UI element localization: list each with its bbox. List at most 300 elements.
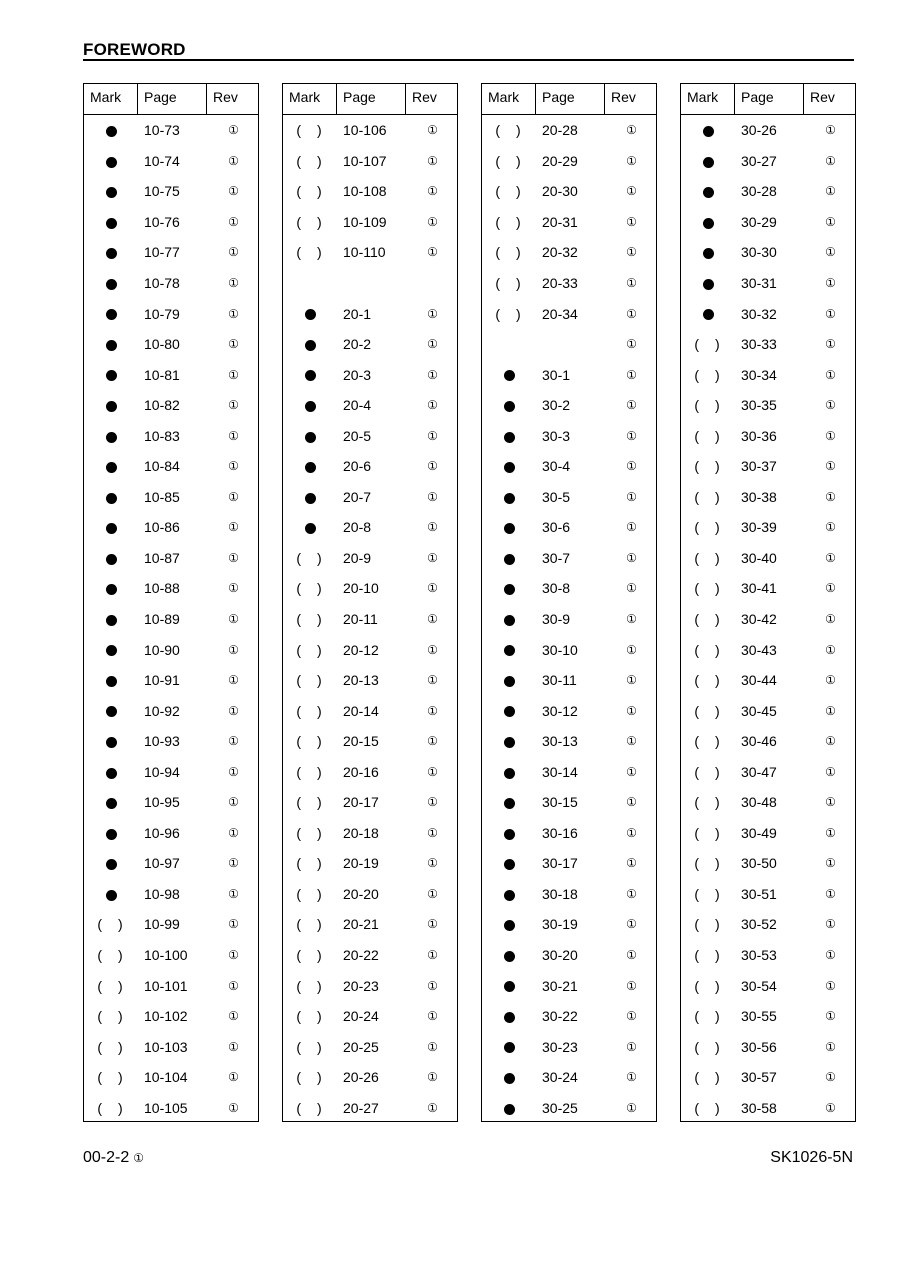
mark-text: ( ) — [296, 733, 328, 750]
mark-cell — [283, 580, 337, 596]
mark-added — [283, 306, 337, 322]
mark-cell — [84, 978, 138, 994]
filled-dot-icon — [504, 1012, 515, 1023]
table-row — [482, 543, 656, 574]
mark-added — [84, 580, 138, 596]
table-row — [84, 665, 258, 696]
rev-cell: ① — [228, 306, 239, 321]
mark-cell — [681, 978, 735, 994]
page-cell: 30-3 — [542, 427, 571, 444]
rev-cell: ① — [427, 306, 438, 321]
rev-cell: ① — [427, 459, 438, 474]
header-page: Page — [536, 84, 605, 114]
rev-cell: ① — [427, 184, 438, 199]
page-cell: 10-99 — [144, 916, 180, 933]
mark-text: ( ) — [296, 1038, 328, 1055]
rev-cell: ① — [228, 734, 239, 749]
header-page: Page — [337, 84, 406, 114]
rev-cell: ① — [228, 612, 239, 627]
mark-cell — [283, 733, 337, 749]
mark-added — [482, 825, 536, 841]
mark-added — [681, 183, 735, 199]
page-cell: 10-107 — [343, 152, 387, 169]
page-cell: 10-103 — [144, 1038, 188, 1055]
page-cell: 10-84 — [144, 458, 180, 475]
mark-text: ( ) — [296, 641, 328, 658]
table-row — [84, 237, 258, 268]
rev-cell: ① — [626, 367, 637, 382]
mark-added — [84, 458, 138, 474]
rev-cell: ① — [427, 245, 438, 260]
rev-cell: ① — [626, 398, 637, 413]
mark-added — [283, 367, 337, 383]
page-cell: 10-76 — [144, 213, 180, 230]
mark-cell — [283, 1100, 337, 1116]
rev-cell: ① — [427, 703, 438, 718]
rev-cell: ① — [427, 581, 438, 596]
mark-cell — [283, 978, 337, 994]
page-cell: 30-13 — [542, 733, 578, 750]
filled-dot-icon — [504, 951, 515, 962]
filled-dot-icon — [305, 401, 316, 412]
rev-cell: ① — [626, 459, 637, 474]
rev-cell: ① — [228, 459, 239, 474]
mark-text: ( ) — [296, 947, 328, 964]
filled-dot-icon — [106, 493, 117, 504]
table-row — [681, 329, 855, 360]
table-row — [681, 298, 855, 329]
rev-cell: ① — [626, 795, 637, 810]
mark-added — [84, 397, 138, 413]
rev-cell: ① — [228, 489, 239, 504]
mark-text: ( ) — [296, 152, 328, 169]
page-cell: 10-89 — [144, 611, 180, 628]
filled-dot-icon — [504, 554, 515, 565]
mark-added — [84, 489, 138, 505]
table-row — [681, 207, 855, 238]
page-cell: 10-77 — [144, 244, 180, 261]
filled-dot-icon — [106, 126, 117, 137]
mark-added — [482, 764, 536, 780]
table-row — [482, 1031, 656, 1062]
rev-cell: ① — [626, 1100, 637, 1115]
table-row — [84, 573, 258, 604]
rev-cell: ① — [228, 1070, 239, 1085]
page-cell: 20-33 — [542, 275, 578, 291]
mark-text: ( ) — [296, 794, 328, 811]
table-row — [283, 420, 457, 451]
filled-dot-icon — [106, 401, 117, 412]
mark-cell — [681, 764, 735, 780]
table-row — [84, 176, 258, 207]
mark-cell — [681, 580, 735, 596]
filled-dot-icon — [504, 1104, 515, 1115]
rev-cell: ① — [626, 306, 637, 321]
mark-text: ( ) — [296, 183, 328, 200]
rev-cell: ① — [228, 581, 239, 596]
mark-text: ( ) — [694, 427, 726, 444]
rev-cell: ① — [228, 214, 239, 229]
rev-cell: ① — [427, 673, 438, 688]
mark-text: ( ) — [495, 183, 527, 200]
table-row — [681, 940, 855, 971]
filled-dot-icon — [504, 584, 515, 595]
mark-added — [482, 703, 536, 719]
page-cell: 10-88 — [144, 580, 180, 597]
filled-dot-icon — [305, 462, 316, 473]
table-row — [283, 207, 457, 238]
table-row — [681, 970, 855, 1001]
table-row — [283, 970, 457, 1001]
table-row — [482, 176, 656, 207]
mark-added — [482, 580, 536, 596]
mark-text: ( ) — [694, 1008, 726, 1025]
filled-dot-icon — [305, 493, 316, 504]
page-cell: 10-81 — [144, 366, 180, 383]
rev-cell: ① — [825, 306, 836, 321]
page-cell: 20-14 — [343, 702, 379, 719]
filled-dot-icon — [305, 340, 316, 351]
rev-cell: ① — [427, 337, 438, 352]
filled-dot-icon — [106, 432, 117, 443]
filled-dot-icon — [504, 615, 515, 626]
table-row — [283, 634, 457, 665]
mark-text: ( ) — [694, 916, 726, 933]
filled-dot-icon — [305, 370, 316, 381]
page-cell: 20-26 — [343, 1069, 379, 1086]
filled-dot-icon — [703, 218, 714, 229]
page-cell: 30-55 — [741, 1008, 777, 1025]
page-cell: 30-36 — [741, 427, 777, 444]
filled-dot-icon — [106, 554, 117, 565]
mark-text — [507, 336, 511, 352]
mark-cell — [283, 153, 337, 169]
table-row — [84, 268, 258, 299]
table-row — [84, 695, 258, 726]
page-cell: 30-21 — [542, 977, 578, 994]
rev-cell: ① — [825, 398, 836, 413]
mark-text: ( ) — [296, 672, 328, 689]
table-row — [482, 665, 656, 696]
mark-text: ( ) — [694, 1038, 726, 1055]
page-cell: 10-105 — [144, 1099, 188, 1116]
mark-cell — [681, 519, 735, 535]
page-cell: 30-28 — [741, 183, 777, 200]
rev-cell: ① — [825, 153, 836, 168]
page-cell: 20-6 — [343, 458, 372, 475]
table-row — [84, 420, 258, 451]
mark-text: ( ) — [296, 1008, 328, 1025]
table-row — [681, 726, 855, 757]
footer-model: SK1026-5N — [770, 1149, 853, 1166]
mark-text: ( ) — [296, 824, 328, 841]
table-row — [283, 940, 457, 971]
table-row — [681, 115, 855, 146]
table-row — [482, 237, 656, 268]
table-row — [482, 298, 656, 329]
filled-dot-icon — [106, 462, 117, 473]
footer-page-number — [83, 1149, 144, 1167]
rev-cell: ① — [228, 703, 239, 718]
table-row — [84, 879, 258, 910]
mark-added — [84, 214, 138, 230]
mark-added — [482, 978, 536, 994]
mark-text: ( ) — [694, 397, 726, 414]
page-cell: 20-30 — [542, 183, 578, 200]
rev-cell: ① — [427, 520, 438, 535]
revision-table-4 — [680, 83, 856, 1122]
table-row — [482, 268, 656, 299]
page-cell: 20-5 — [343, 427, 372, 444]
rev-cell: ① — [626, 153, 637, 168]
mark-text: ( ) — [694, 519, 726, 536]
page-cell: 30-25 — [542, 1099, 578, 1116]
page-cell: 30-4 — [542, 458, 571, 475]
page-cell: 30-18 — [542, 885, 578, 902]
table-row — [84, 298, 258, 329]
mark-cell — [681, 947, 735, 963]
table-row — [482, 787, 656, 818]
table-row — [482, 115, 656, 146]
page-cell: 30-43 — [741, 641, 777, 658]
mark-text: ( ) — [296, 244, 328, 261]
table-row — [681, 848, 855, 879]
page-cell: 20-24 — [343, 1008, 379, 1025]
mark-cell — [681, 825, 735, 841]
table-row — [681, 512, 855, 543]
rev-cell: ① — [228, 550, 239, 565]
page-cell: 30-52 — [741, 916, 777, 933]
filled-dot-icon — [106, 218, 117, 229]
rev-cell: ① — [825, 1070, 836, 1085]
table-header — [84, 84, 258, 115]
page-cell: 10-98 — [144, 885, 180, 902]
mark-added — [681, 275, 735, 291]
mark-cell — [283, 886, 337, 902]
table-row — [681, 359, 855, 390]
table-row — [84, 604, 258, 635]
table-row — [681, 818, 855, 849]
mark-added — [84, 703, 138, 719]
mark-added — [482, 947, 536, 963]
rev-cell: ① — [626, 581, 637, 596]
table-row — [84, 848, 258, 879]
table-row — [482, 726, 656, 757]
page-cell: 10-83 — [144, 427, 180, 444]
mark-text: ( ) — [694, 488, 726, 505]
filled-dot-icon — [106, 157, 117, 168]
table-row — [482, 420, 656, 451]
page-cell: 30-30 — [741, 244, 777, 261]
mark-cell — [283, 550, 337, 566]
page-cell: 10-90 — [144, 641, 180, 658]
mark-text: ( ) — [694, 1069, 726, 1086]
mark-added — [681, 153, 735, 169]
mark-text: ( ) — [296, 702, 328, 719]
filled-dot-icon — [504, 829, 515, 840]
table-row — [84, 1001, 258, 1032]
mark-added — [482, 916, 536, 932]
rev-cell: ① — [228, 153, 239, 168]
header-mark: Mark — [681, 84, 735, 114]
page-cell: 30-11 — [542, 672, 577, 689]
mark-cell — [84, 1008, 138, 1024]
mark-added — [283, 428, 337, 444]
page-cell: 20-16 — [343, 763, 379, 780]
table-row — [84, 146, 258, 177]
table-row — [482, 818, 656, 849]
mark-added — [482, 519, 536, 535]
rev-cell: ① — [427, 825, 438, 840]
filled-dot-icon — [703, 187, 714, 198]
mark-added — [482, 1039, 536, 1055]
table-row — [681, 879, 855, 910]
rev-cell: ① — [626, 123, 637, 138]
filled-dot-icon — [703, 279, 714, 290]
mark-cell — [482, 214, 536, 230]
mark-added — [283, 458, 337, 474]
mark-cell — [283, 855, 337, 871]
mark-cell — [283, 764, 337, 780]
page-cell: 30-23 — [542, 1038, 578, 1055]
mark-added — [482, 733, 536, 749]
rev-cell: ① — [825, 1009, 836, 1024]
table-row — [681, 543, 855, 574]
filled-dot-icon — [504, 859, 515, 870]
filled-dot-icon — [305, 432, 316, 443]
page-cell: 20-2 — [343, 336, 372, 353]
filled-dot-icon — [504, 890, 515, 901]
footer-page: 00-2-2 — [83, 1149, 130, 1166]
mark-text: ( ) — [495, 213, 527, 230]
revision-table-3 — [481, 83, 657, 1122]
mark-added — [84, 367, 138, 383]
table-row — [681, 176, 855, 207]
table-row — [84, 756, 258, 787]
mark-cell — [283, 1069, 337, 1085]
mark-text: ( ) — [296, 611, 328, 628]
page-cell: 20-18 — [343, 824, 379, 841]
page-cell: 30-26 — [741, 122, 777, 139]
mark-added — [84, 183, 138, 199]
table-row — [84, 115, 258, 146]
table-row — [283, 329, 457, 360]
mark-cell — [482, 183, 536, 199]
page-cell: 20-20 — [343, 885, 379, 902]
rev-cell: ① — [427, 367, 438, 382]
mark-cell — [84, 1100, 138, 1116]
mark-cell — [681, 672, 735, 688]
mark-text: ( ) — [97, 947, 129, 964]
rev-cell: ① — [825, 642, 836, 657]
table-row — [681, 420, 855, 451]
page-cell: 30-33 — [741, 336, 777, 353]
rev-cell: ① — [427, 489, 438, 504]
filled-dot-icon — [504, 493, 515, 504]
mark-cell — [283, 642, 337, 658]
page-cell: 20-12 — [343, 641, 379, 658]
mark-text: ( ) — [495, 122, 527, 139]
page-cell: 30-2 — [542, 397, 571, 414]
filled-dot-icon — [106, 676, 117, 687]
table-row — [283, 1093, 457, 1124]
header-mark: Mark — [283, 84, 337, 114]
mark-cell — [482, 122, 536, 138]
page-cell: 30-31 — [741, 275, 777, 291]
mark-cell — [283, 703, 337, 719]
table-row — [482, 604, 656, 635]
mark-cell — [482, 275, 536, 291]
mark-added — [84, 855, 138, 871]
filled-dot-icon — [106, 615, 117, 626]
rev-cell: ① — [825, 214, 836, 229]
mark-cell — [283, 825, 337, 841]
rev-cell: ① — [626, 734, 637, 749]
page-cell: 30-39 — [741, 519, 777, 536]
rev-cell: ① — [228, 978, 239, 993]
header-rev: Rev — [412, 89, 437, 105]
filled-dot-icon — [703, 157, 714, 168]
page-cell: 10-106 — [343, 122, 387, 139]
mark-added — [482, 397, 536, 413]
mark-added — [84, 519, 138, 535]
table-row — [681, 451, 855, 482]
filled-dot-icon — [504, 1042, 515, 1053]
table-row — [283, 818, 457, 849]
page-cell: 30-14 — [542, 763, 578, 780]
page-cell: 10-86 — [144, 519, 180, 536]
rev-cell: ① — [626, 825, 637, 840]
mark-text: ( ) — [296, 213, 328, 230]
rev-cell: ① — [626, 489, 637, 504]
mark-added — [84, 733, 138, 749]
mark-added — [482, 642, 536, 658]
table-row — [84, 329, 258, 360]
table-row — [283, 604, 457, 635]
rev-cell: ① — [825, 795, 836, 810]
table-row — [283, 146, 457, 177]
rev-cell: ① — [228, 1009, 239, 1024]
page-cell: 30-53 — [741, 947, 777, 964]
rev-cell: ① — [228, 245, 239, 260]
page-cell: 30-24 — [542, 1069, 578, 1086]
mark-cell — [681, 611, 735, 627]
table-row — [681, 237, 855, 268]
table-row — [84, 1062, 258, 1093]
rev-cell: ① — [427, 948, 438, 963]
rev-cell: ① — [626, 612, 637, 627]
page-cell: 20-25 — [343, 1038, 379, 1055]
page-cell: 20-3 — [343, 366, 372, 383]
page-cell: 20-17 — [343, 794, 379, 811]
header-rev: Rev — [213, 89, 238, 105]
mark-text: ( ) — [694, 977, 726, 994]
table-row — [283, 298, 457, 329]
table-row — [482, 940, 656, 971]
rev-cell: ① — [228, 123, 239, 138]
rev-cell: ① — [825, 123, 836, 138]
rev-cell: ① — [626, 428, 637, 443]
mark-text: ( ) — [296, 122, 328, 139]
table-row — [482, 1001, 656, 1032]
table-row — [283, 390, 457, 421]
rev-cell: ① — [427, 1070, 438, 1085]
rev-cell: ① — [825, 337, 836, 352]
header-mark: Mark — [482, 84, 536, 114]
mark-cell — [482, 306, 536, 322]
rev-cell: ① — [228, 886, 239, 901]
rev-cell: ① — [825, 428, 836, 443]
